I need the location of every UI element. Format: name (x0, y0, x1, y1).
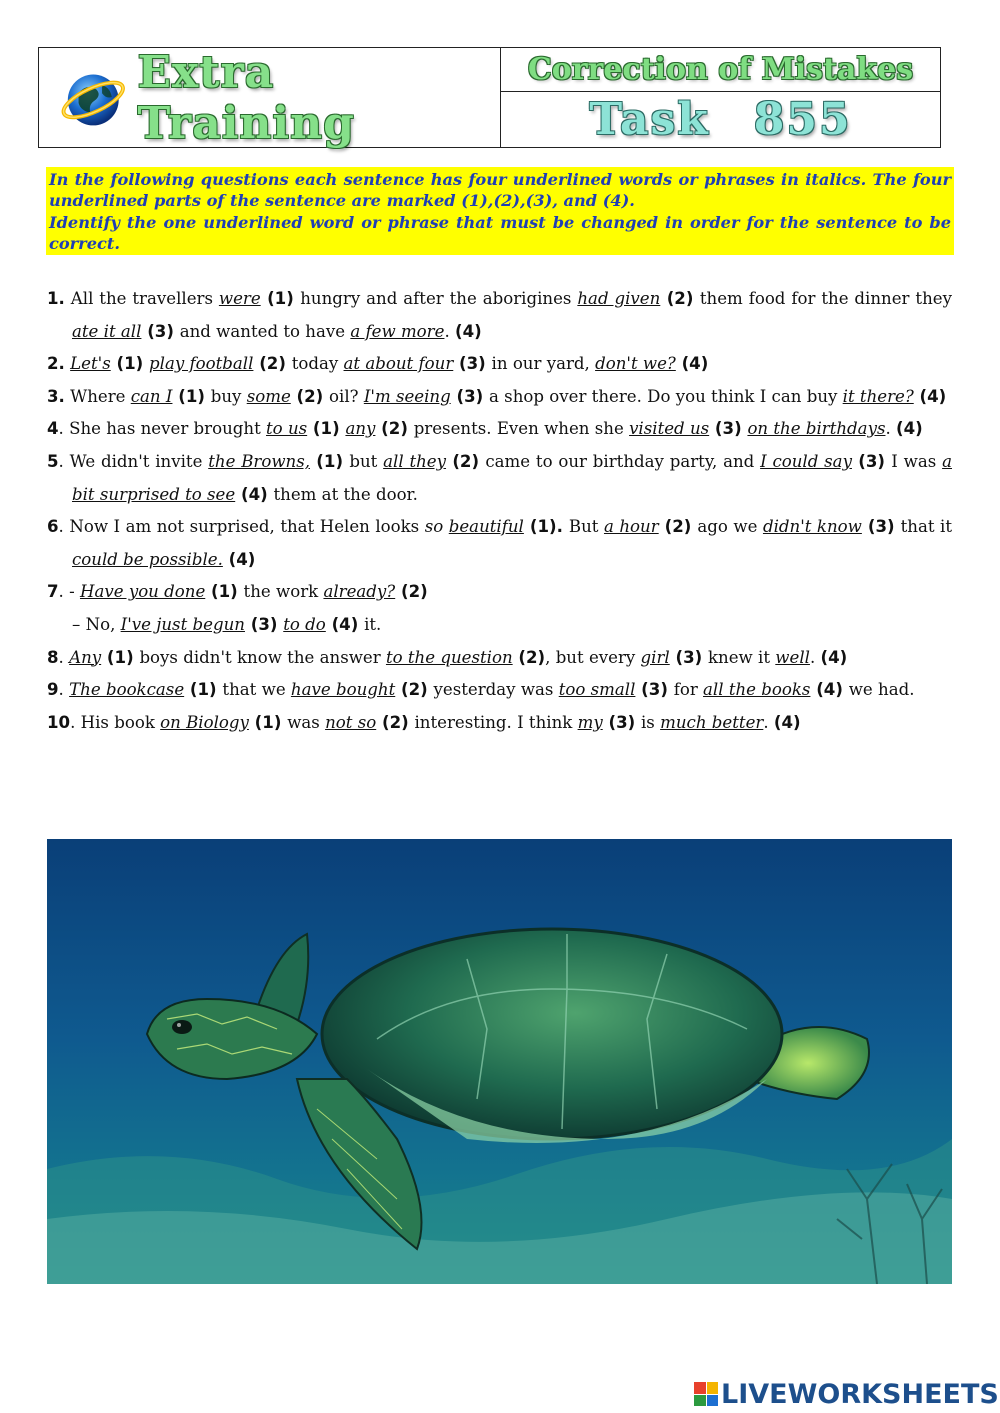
question-item (47, 283, 952, 348)
question-number: 5 (47, 451, 59, 471)
underlined-phrase: had given (577, 289, 661, 308)
phrase-marker: (3) (709, 419, 748, 439)
sentence-text: in our yard, (491, 354, 596, 374)
sentence-text: today (291, 354, 344, 374)
liveworksheets-logo (694, 1378, 999, 1410)
underlined-phrase: visited us (629, 419, 710, 439)
sentence-text: a shop over there. Do you think I can buy (489, 386, 843, 406)
sentence-text: it. (364, 614, 382, 634)
phrase-marker: (2) (395, 680, 434, 700)
underlined-phrase: Let's (70, 354, 111, 374)
phrase-marker: (4) (773, 712, 801, 732)
question-number: 2. (47, 354, 65, 374)
header-task-cell (501, 48, 940, 147)
phrase-marker: (1) (260, 289, 301, 308)
sentence-text: that it (900, 517, 953, 537)
sentence-text: . (885, 419, 897, 439)
phrase-marker: (1) (310, 451, 350, 471)
task-label: Task (589, 94, 710, 145)
sentence-text: we had. (848, 680, 915, 700)
phrase-marker: (3) (861, 517, 901, 537)
sentence-text: All the travellers (64, 289, 219, 308)
sentence-text: them at the door. (273, 484, 418, 504)
sentence-text: – No, (72, 614, 121, 634)
sea-turtle-image (47, 839, 952, 1284)
sentence-text: . (58, 647, 70, 667)
phrase-marker: (4) (222, 549, 256, 569)
question-number: 10 (47, 712, 71, 732)
underlined-phrase: were (218, 289, 261, 308)
underlined-phrase: well (775, 647, 810, 667)
phrase-marker: (3) (453, 354, 492, 374)
sentence-text: Where (64, 386, 131, 406)
underlined-phrase: I've just begun (120, 614, 245, 634)
instructions-line-2: Identify the one underlined word or phrase that must be changed in order for the sentence to be correct. (49, 212, 951, 253)
phrase-marker: (3) (635, 680, 674, 700)
sentence-text: . She has never brought (58, 419, 267, 439)
sentence-text: but (349, 451, 384, 471)
sentence-text: . Now I am not surprised, that Helen looks (58, 517, 425, 537)
underlined-phrase: a hour (603, 517, 659, 537)
question-number: 4 (47, 419, 59, 439)
phrase-marker: (4) (325, 614, 365, 634)
phrase-marker: (4) (913, 386, 947, 406)
question-number: 8 (47, 647, 59, 667)
phrase-marker: (2) (375, 419, 414, 439)
question-number: 9 (47, 680, 59, 700)
questions-list (47, 283, 952, 739)
sentence-text: . (444, 321, 455, 341)
phrase-marker: (1) (248, 712, 288, 732)
underlined-phrase: my (577, 712, 603, 732)
globe-logo-icon (59, 63, 127, 133)
header-box (38, 47, 941, 148)
sentence-text: them food for the dinner they (699, 289, 952, 308)
question-item (47, 707, 952, 740)
underlined-phrase: some (246, 386, 291, 406)
sentence-text: . (58, 680, 70, 700)
sentence-text: knew it (708, 647, 776, 667)
phrase-marker: (3) (602, 712, 641, 732)
task-number: 855 (753, 94, 852, 145)
sentence-text: . (809, 647, 821, 667)
underlined-phrase: too small (558, 680, 636, 700)
question-item (47, 642, 952, 675)
phrase-marker: (2) (290, 386, 330, 406)
header-brand-cell (39, 48, 501, 147)
phrase-marker: (4) (820, 647, 848, 667)
sentence-text: for (673, 680, 704, 700)
question-item (47, 609, 952, 642)
sentence-text: presents. Even when she (413, 419, 630, 439)
question-number: 6 (47, 517, 59, 537)
sentence-text: But (568, 517, 604, 537)
underlined-phrase: didn't know (762, 517, 862, 537)
underlined-phrase: much better (660, 712, 764, 732)
instructions-box (46, 167, 954, 255)
phrase-marker: (4) (810, 680, 849, 700)
liveworksheets-icon (694, 1382, 718, 1406)
underlined-phrase: Any (69, 647, 102, 667)
sentence-text: . His book (70, 712, 161, 732)
sentence-text: boys didn't know the answer (139, 647, 386, 667)
sentence-text: that we (222, 680, 291, 700)
topic-cell (501, 48, 940, 92)
sentence-text: . We didn't invite (58, 451, 209, 471)
liveworksheets-text: LIVEWORKSHEETS (721, 1378, 999, 1410)
question-number: 7 (47, 582, 59, 602)
underlined-phrase: it there? (842, 386, 914, 406)
phrase-marker: (1). (523, 517, 569, 537)
underlined-phrase: to us (266, 419, 308, 439)
underlined-phrase: ate it all (72, 321, 142, 341)
task-cell (501, 92, 940, 147)
phrase-marker: (2) (253, 354, 292, 374)
phrase-marker: (3) (141, 321, 180, 341)
phrase-marker: (1) (307, 419, 346, 439)
underlined-phrase: on the birthdays (747, 419, 886, 439)
question-item (47, 674, 952, 707)
underlined-phrase: a bit surprised to see (72, 451, 952, 504)
phrase-marker: (3) (450, 386, 490, 406)
sentence-text: buy (210, 386, 247, 406)
underlined-phrase: to the question (385, 647, 513, 667)
question-item (47, 381, 952, 414)
phrase-marker: (1) (101, 647, 140, 667)
question-item (47, 576, 952, 609)
underlined-phrase: don't we? (595, 354, 676, 374)
phrase-marker: (4) (455, 321, 482, 341)
sentence-text: is (641, 712, 661, 732)
sea-turtle-photo (47, 839, 952, 1284)
phrase-marker: (1) (205, 582, 244, 602)
phrase-marker: (4) (675, 354, 709, 374)
sentence-text: yesterday was (433, 680, 559, 700)
sentence-text: hungry and after the aborigines (300, 289, 578, 308)
sentence-text: the work (243, 582, 324, 602)
question-number: 3. (47, 386, 65, 406)
phrase-marker: (1) (184, 680, 223, 700)
sentence-text: oil? (329, 386, 364, 406)
phrase-marker: (4) (896, 419, 923, 439)
italic-text: so (424, 517, 449, 537)
underlined-phrase: at about four (343, 354, 454, 374)
phrase-marker: (2) (376, 712, 415, 732)
sentence-text: . - (58, 582, 80, 602)
sentence-text: , but every (545, 647, 641, 667)
sentence-text: came to our birthday party, and (485, 451, 761, 471)
phrase-marker: (4) (235, 484, 274, 504)
underlined-phrase: all the books (703, 680, 811, 700)
brand-title: Extra Training (137, 46, 355, 149)
underlined-phrase: the Browns, (208, 451, 310, 471)
underlined-phrase: any (345, 419, 376, 439)
sentence-text: . (763, 712, 774, 732)
phrase-marker: (2) (658, 517, 698, 537)
underlined-phrase: already? (323, 582, 396, 602)
underlined-phrase: could be possible. (72, 549, 223, 569)
sentence-text: I was (891, 451, 943, 471)
underlined-phrase: can I (130, 386, 173, 406)
underlined-phrase: a few more (350, 321, 445, 341)
phrase-marker: (3) (851, 451, 892, 471)
underlined-phrase: play football (149, 354, 254, 374)
sentence-text: ago we (697, 517, 763, 537)
sentence-text: was (287, 712, 326, 732)
underlined-phrase: I could say (760, 451, 852, 471)
question-item (47, 413, 952, 446)
question-number: 1. (47, 289, 65, 308)
sentence-text: and wanted to have (179, 321, 351, 341)
phrase-marker: (2) (446, 451, 486, 471)
phrase-marker: (1) (110, 354, 150, 374)
underlined-phrase: on Biology (160, 712, 249, 732)
phrase-marker: (1) (172, 386, 211, 406)
sentence-text: interesting. I think (414, 712, 578, 732)
instructions-line-1: In the following questions each sentence has four underlined words or phrases in italics. The four underlined parts of the sentence are marked (1),(2),(3), and (4). (49, 170, 951, 211)
topic-title: Correction of Mistakes (527, 52, 914, 87)
underlined-phrase: beautiful (448, 517, 524, 537)
underlined-phrase: The bookcase (69, 680, 185, 700)
phrase-marker: (3) (669, 647, 708, 667)
phrase-marker: (2) (512, 647, 546, 667)
underlined-phrase: Have you done (79, 582, 206, 602)
question-item (47, 511, 952, 576)
underlined-phrase: I'm seeing (363, 386, 451, 406)
underlined-phrase: girl (640, 647, 670, 667)
underlined-phrase: not so (325, 712, 377, 732)
question-item (47, 348, 952, 381)
underlined-phrase: have bought (290, 680, 396, 700)
phrase-marker: (2) (660, 289, 700, 308)
underlined-phrase: to do (283, 614, 326, 634)
phrase-marker: (3) (244, 614, 284, 634)
phrase-marker: (2) (395, 582, 428, 602)
underlined-phrase: all they (383, 451, 447, 471)
question-item (47, 446, 952, 511)
